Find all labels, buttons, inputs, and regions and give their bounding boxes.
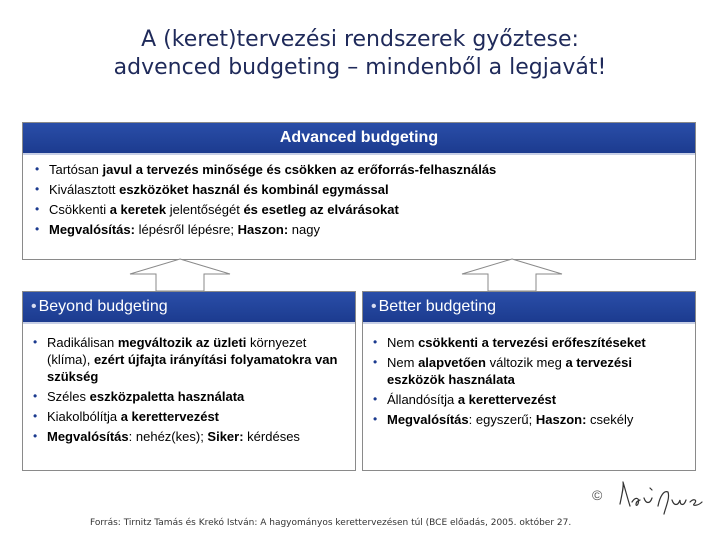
list-item-text: Tartósan: [49, 162, 103, 177]
bullet-icon: •: [35, 162, 40, 176]
bullet-icon: •: [33, 335, 38, 349]
better-budgeting-heading-label: Better budgeting: [378, 298, 497, 315]
list-item-text: Megvalósítás:: [49, 222, 135, 237]
list-item-text: Csökkenti: [49, 202, 110, 217]
list-item: [31, 161, 687, 178]
list-item: [369, 391, 689, 408]
list-item: [29, 388, 349, 405]
bullet-icon: •: [371, 298, 377, 315]
list-item-text: lépésről lépésre;: [134, 222, 238, 237]
list-item-text: a kerettervezést: [120, 409, 220, 424]
list-item-text: jelentőségét: [169, 202, 244, 217]
list-item-text: nagy: [288, 222, 320, 237]
list-item-text: Kiválasztott: [49, 182, 120, 197]
list-item-text: eszközök használata: [387, 372, 515, 387]
slide-title: [0, 26, 720, 82]
up-arrow-left-icon: [128, 258, 232, 292]
list-item-text: ezért újfajta irányítási folyamatokra: [93, 352, 316, 367]
signature-image: [614, 476, 710, 516]
list-item-text: Radikálisan: [47, 335, 118, 350]
list-item-text: és esetleg az elvárásokat: [243, 202, 399, 217]
list-item-text: Széles: [47, 389, 90, 404]
list-item: [369, 411, 689, 428]
up-arrow-right-icon: [460, 258, 564, 292]
list-item: [31, 201, 687, 218]
list-item-text: csekély: [586, 412, 634, 427]
list-item: [29, 428, 349, 445]
list-item-text: megváltozik az üzleti: [117, 335, 251, 350]
list-item: [31, 181, 687, 198]
source-footer: Forrás: Tirnitz Tamás és Krekó István: A hagyományos kerettervezésen túl (BCE előadás, 2005. október 27.: [90, 518, 572, 528]
list-item-text: a tervezési: [565, 355, 632, 370]
list-item-text: Megvalósítás: [47, 429, 129, 444]
bullet-icon: •: [373, 412, 378, 426]
bullet-icon: •: [31, 298, 37, 315]
list-item-text: javul a tervezés minősége és csökken az erőforrás-felhasználás: [102, 162, 497, 177]
bullet-icon: •: [373, 392, 378, 406]
bullet-icon: •: [35, 202, 40, 216]
list-item-text: Megvalósítás: [387, 412, 469, 427]
list-item-text: a keretek: [109, 202, 170, 217]
better-budgeting-list: [363, 324, 695, 428]
list-item-text: Siker:: [207, 429, 244, 444]
list-item-text: : egyszerű;: [468, 412, 536, 427]
bullet-icon: •: [35, 222, 40, 236]
better-budgeting-heading: [363, 292, 695, 324]
list-item-text: Haszon:: [237, 222, 289, 237]
list-item: [29, 408, 349, 425]
list-item: [369, 334, 689, 351]
list-item: [29, 334, 349, 385]
title-line-1: A (keret)tervezési rendszerek győztese:: [141, 27, 579, 52]
list-item-text: környezet (klíma),: [47, 335, 307, 367]
list-item-text: alapvetően: [418, 355, 490, 370]
advanced-budgeting-box: [22, 122, 696, 260]
list-item-text: Állandósítja: [387, 392, 458, 407]
advanced-budgeting-heading: Advanced budgeting: [23, 123, 695, 155]
list-item-text: változik meg: [489, 355, 566, 370]
list-item-text: eszközöket használ és kombinál egymással: [119, 182, 389, 197]
bullet-icon: •: [33, 429, 38, 443]
better-budgeting-box: [362, 291, 696, 471]
beyond-budgeting-list: [23, 324, 355, 445]
list-item-text: kérdéses: [243, 429, 300, 444]
list-item-text: Nem: [387, 355, 419, 370]
bullet-icon: •: [33, 409, 38, 423]
list-item: [369, 354, 689, 388]
bullet-icon: •: [373, 355, 378, 369]
list-item-text: Nem: [387, 335, 419, 350]
list-item-text: : nehéz(kes);: [128, 429, 208, 444]
copyright-mark: ©: [592, 487, 603, 503]
advanced-budgeting-list: [23, 155, 695, 238]
list-item-text: Kiakolbólítja: [47, 409, 121, 424]
list-item-text: eszközpaletta használata: [89, 389, 245, 404]
list-item: [31, 221, 687, 238]
list-item-text: a kerettervezést: [457, 392, 557, 407]
beyond-budgeting-box: [22, 291, 356, 471]
list-item-text: van szükség: [47, 352, 338, 384]
beyond-budgeting-heading: [23, 292, 355, 324]
bullet-icon: •: [373, 335, 378, 349]
beyond-budgeting-heading-label: Beyond budgeting: [38, 298, 168, 315]
list-item-text: Haszon:: [535, 412, 587, 427]
bullet-icon: •: [33, 389, 38, 403]
title-line-2: advenced budgeting – mindenből a legjavát!: [113, 55, 607, 80]
bullet-icon: •: [35, 182, 40, 196]
list-item-text: csökkenti a tervezési erőfeszítéseket: [418, 335, 646, 350]
